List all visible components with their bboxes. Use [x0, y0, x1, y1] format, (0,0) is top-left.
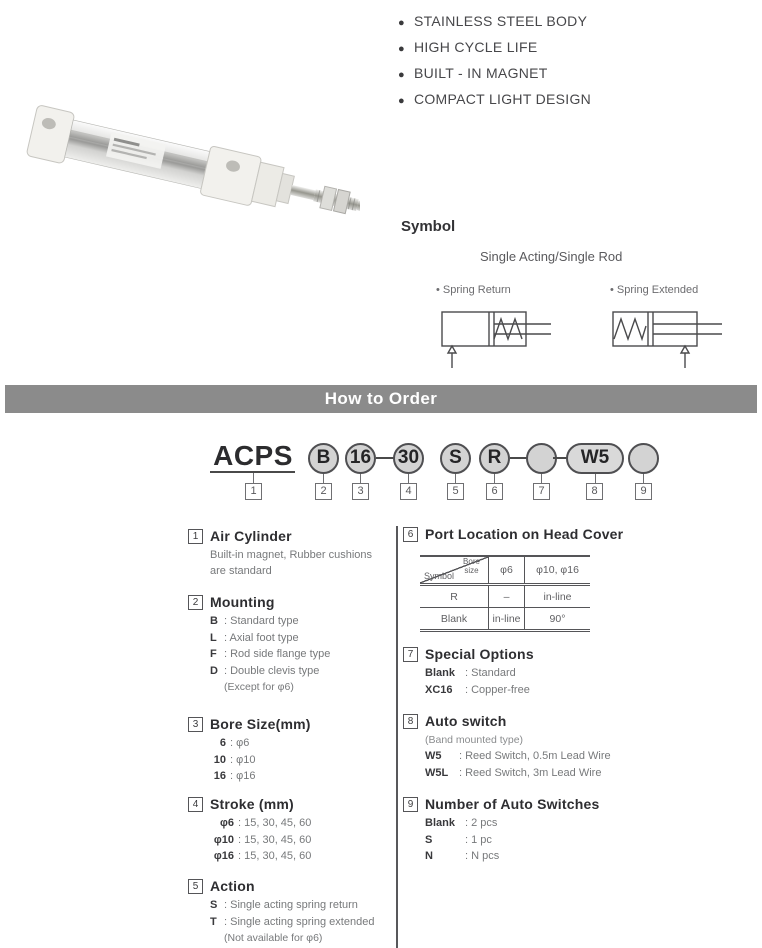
order-num-box: 3: [352, 483, 369, 500]
option-value: : Standard: [465, 667, 516, 679]
section-number-badge: 4: [188, 797, 203, 812]
feature-text: STAINLESS STEEL BODY: [413, 13, 588, 29]
option-value: : Copper-free: [465, 683, 530, 696]
option-row: [210, 613, 330, 630]
section-title: Mounting: [210, 594, 275, 610]
order-num-box: 4: [400, 483, 417, 500]
option-value: : Standard type: [224, 615, 299, 627]
column-divider: [396, 526, 398, 948]
section-number-badge: 2: [188, 595, 203, 610]
section-title: Air Cylinder: [210, 528, 292, 544]
option-row: [210, 914, 374, 931]
option-value: : 15, 30, 45, 60: [238, 817, 312, 829]
feature-item: [398, 34, 591, 60]
section-title: Bore Size(mm): [210, 716, 311, 732]
section-bore-size: [188, 716, 311, 785]
section-text: Built-in magnet, Rubber cushions: [210, 549, 373, 561]
option-row: [210, 663, 330, 680]
option-note: (Except for φ6): [224, 681, 294, 693]
order-seg-port: R: [479, 443, 510, 474]
order-code-prefix: ACPS: [213, 440, 293, 471]
option-key: W5: [425, 750, 442, 762]
section-number-badge: 9: [403, 797, 418, 812]
symbol-subtitle: Single Acting/Single Rod: [480, 249, 623, 264]
option-value: : φ6: [230, 737, 250, 749]
option-row: [210, 848, 311, 865]
section-special-options: [403, 646, 534, 698]
option-row: [425, 665, 534, 682]
order-connector: [643, 474, 644, 483]
option-key: φ16: [213, 850, 234, 862]
option-key: B: [210, 615, 218, 627]
bullet-icon: ●: [398, 69, 405, 81]
option-key: Blank: [425, 817, 455, 829]
option-row: [425, 765, 611, 782]
order-num-box: 7: [533, 483, 550, 500]
option-value: : 15, 30, 45, 60: [238, 833, 312, 846]
order-seg-stroke: 30: [393, 443, 424, 474]
order-seg-auto-switch: W5: [566, 443, 624, 474]
table-row: [420, 586, 590, 607]
option-key: T: [210, 915, 217, 928]
option-row: [425, 748, 611, 765]
table-cell: Blank: [440, 612, 468, 625]
section-number-badge: 1: [188, 529, 203, 544]
option-value: : 15, 30, 45, 60: [238, 850, 312, 862]
spring-return-symbol: [441, 306, 553, 370]
option-note: (Band mounted type): [425, 734, 524, 746]
corner-label-symbol: Symbol: [424, 571, 455, 581]
table-col-header: φ10, φ16: [536, 564, 579, 576]
table-cell: in-line: [488, 608, 525, 629]
option-key: L: [210, 631, 217, 644]
option-value: : Single acting spring extended: [224, 915, 375, 928]
order-num-box: 6: [486, 483, 503, 500]
section-number-badge: 6: [403, 527, 418, 542]
option-key: Blank: [425, 667, 455, 679]
section-switch-quantity: [403, 796, 599, 865]
option-row: [210, 832, 311, 849]
option-value: : Double clevis type: [224, 664, 320, 677]
order-dash: [553, 457, 567, 459]
order-connector: [323, 474, 324, 483]
option-row: [210, 630, 330, 647]
section-auto-switch: [403, 713, 611, 781]
order-dash: [376, 457, 394, 459]
section-text: are standard: [210, 565, 272, 577]
how-to-order-header: [5, 385, 757, 413]
how-to-order-title: How to Order: [324, 389, 438, 408]
order-seg-action: S: [440, 443, 471, 474]
section-title: Number of Auto Switches: [425, 796, 600, 812]
section-air-cylinder: [188, 528, 372, 579]
feature-item: [398, 86, 591, 112]
option-value: : Single acting spring return: [224, 899, 358, 911]
option-key: S: [425, 833, 433, 846]
option-value: : Axial foot type: [224, 631, 299, 644]
feature-item: [398, 60, 591, 86]
section-number-badge: 7: [403, 647, 418, 662]
option-row: [425, 815, 599, 832]
symbol-heading: Symbol: [401, 218, 456, 235]
option-key: S: [210, 899, 218, 911]
bullet-icon: ●: [398, 17, 405, 29]
bullet-icon: ●: [398, 95, 405, 107]
section-title: Special Options: [425, 646, 534, 662]
table-cell: R: [450, 590, 458, 603]
section-title: Auto switch: [425, 713, 507, 729]
option-value: : 2 pcs: [465, 817, 498, 829]
feature-text: BUILT - IN MAGNET: [413, 65, 548, 81]
order-connector: [455, 474, 456, 483]
order-connector: [595, 474, 596, 483]
order-connector: [253, 473, 254, 483]
order-num-box: 9: [635, 483, 652, 500]
table-col-header: φ6: [488, 557, 525, 583]
option-key: φ10: [213, 833, 234, 846]
option-row: [425, 848, 599, 865]
table-cell: in-line: [543, 590, 572, 603]
option-value: : 1 pc: [465, 833, 492, 846]
order-connector: [541, 474, 542, 483]
option-note: (Not available for φ6): [224, 932, 323, 944]
feature-text: HIGH CYCLE LIFE: [413, 39, 538, 55]
option-row: [210, 646, 330, 663]
feature-list: [398, 8, 591, 112]
corner-label-bore-size: Bore size: [463, 557, 480, 575]
option-value: : φ16: [230, 770, 256, 782]
section-port-location: [403, 526, 623, 545]
bullet-icon: ●: [398, 43, 405, 55]
option-key: 10: [213, 753, 226, 766]
option-key: 6: [219, 737, 226, 749]
port-location-table: [420, 555, 590, 632]
order-num-box: 8: [586, 483, 603, 500]
option-key: W5L: [425, 766, 449, 779]
order-dash: [510, 457, 527, 459]
option-row: [210, 735, 311, 752]
order-connector: [360, 474, 361, 483]
section-number-badge: 5: [188, 879, 203, 894]
table-row: [420, 607, 590, 629]
section-title: Stroke (mm): [210, 796, 294, 812]
section-mounting: [188, 594, 330, 696]
option-key: F: [210, 648, 217, 660]
option-row: [425, 832, 599, 849]
option-row: [425, 682, 534, 699]
table-cell: 90°: [549, 612, 566, 625]
feature-item: [398, 8, 591, 34]
option-value: : Rod side flange type: [224, 648, 331, 660]
section-title: Action: [210, 878, 255, 894]
order-seg-switch-qty: [628, 443, 659, 474]
option-row: [210, 752, 311, 769]
order-seg-bore: 16: [345, 443, 376, 474]
feature-text: COMPACT LIGHT DESIGN: [413, 91, 592, 107]
option-value: : Reed Switch, 0.5m Lead Wire: [459, 750, 611, 762]
section-stroke: [188, 796, 311, 865]
section-action: [188, 878, 374, 947]
order-connector: [408, 474, 409, 483]
option-key: 16: [213, 770, 226, 782]
order-num-box: 5: [447, 483, 464, 500]
option-value: : φ10: [230, 753, 256, 766]
section-number-badge: 3: [188, 717, 203, 732]
option-value: : N pcs: [465, 850, 500, 862]
option-row: [210, 897, 374, 914]
option-row: [210, 768, 311, 785]
spring-extended-label: • Spring Extended: [610, 284, 699, 296]
option-key: φ6: [220, 817, 234, 829]
order-num-box: 1: [245, 483, 262, 500]
order-num-box: 2: [315, 483, 332, 500]
table-corner-cell: [420, 557, 488, 583]
option-key: XC16: [425, 683, 453, 696]
section-title: Port Location on Head Cover: [425, 526, 624, 542]
option-key: D: [210, 664, 218, 677]
option-row: [210, 815, 311, 832]
option-key: N: [425, 850, 433, 862]
spring-extended-symbol: [612, 306, 724, 370]
spring-return-label: • Spring Return: [436, 284, 511, 296]
order-connector: [494, 474, 495, 483]
product-photo: [8, 86, 360, 266]
table-header-row: [420, 557, 590, 586]
option-value: : Reed Switch, 3m Lead Wire: [459, 766, 602, 779]
section-number-badge: 8: [403, 714, 418, 729]
table-cell: –: [488, 586, 525, 607]
order-seg-mounting: B: [308, 443, 339, 474]
